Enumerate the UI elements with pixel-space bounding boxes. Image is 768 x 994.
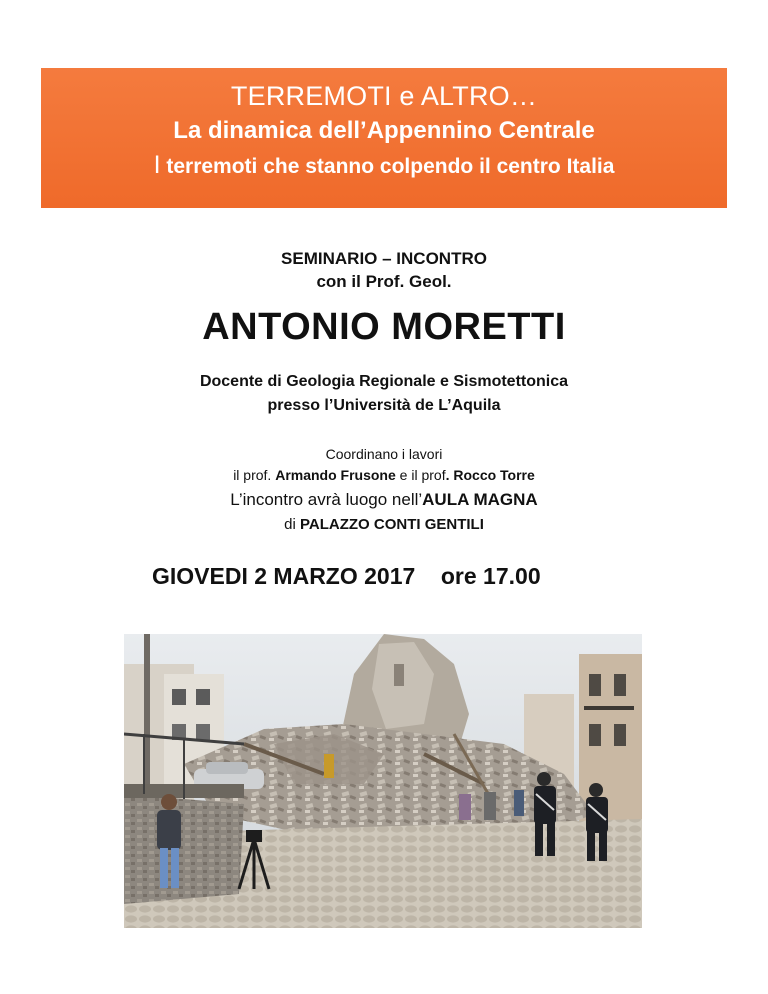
venue-building: PALAZZO CONTI GENTILI (299, 516, 484, 533)
banner-title: TERREMOTI e ALTRO… (230, 81, 538, 111)
speaker-role-line1: Docente di Geologia Regionale e Sismotettonica (199, 373, 569, 390)
seminar-type: SEMINARIO – INCONTRO (281, 249, 487, 268)
coordinator-middle: e il prof (395, 467, 446, 483)
coordinators-names (0, 465, 768, 486)
banner-tagline-initial: I (153, 151, 161, 179)
event-time: ore 17.00 (440, 563, 541, 589)
banner-tagline (41, 148, 727, 184)
coordinator-prefix-1: il prof. (233, 467, 276, 483)
event-date: GIOVEDI 2 MARZO 2017 (152, 563, 416, 589)
coordinator-name-2: . Rocco Torre (445, 467, 535, 483)
speaker-role-line2: presso l’Università de L’Aquila (267, 397, 501, 414)
coordinator-name-1: Armando Frusone (275, 467, 396, 483)
coordinators-label: Coordinano i lavori (325, 446, 443, 462)
banner-tagline-rest: terremoti che stanno colpendo il centro Italia (160, 155, 615, 178)
event-datetime (152, 560, 541, 592)
speaker-name: ANTONIO MORETTI (202, 306, 566, 348)
venue-room: AULA MAGNA (422, 490, 538, 509)
coordinators (0, 444, 768, 486)
venue-prefix: L’incontro avrà luogo nell’ (230, 490, 423, 509)
seminar-heading (0, 247, 768, 293)
earthquake-photo (124, 634, 642, 928)
venue-prefix-2: di (284, 516, 300, 533)
title-banner (41, 68, 727, 208)
speaker-role (0, 370, 768, 418)
venue-line2 (0, 512, 768, 537)
seminar-with: con il Prof. Geol. (316, 272, 452, 291)
venue-line1 (0, 487, 768, 512)
banner-subtitle: La dinamica dell’Appennino Centrale (173, 117, 595, 144)
venue (0, 487, 768, 537)
